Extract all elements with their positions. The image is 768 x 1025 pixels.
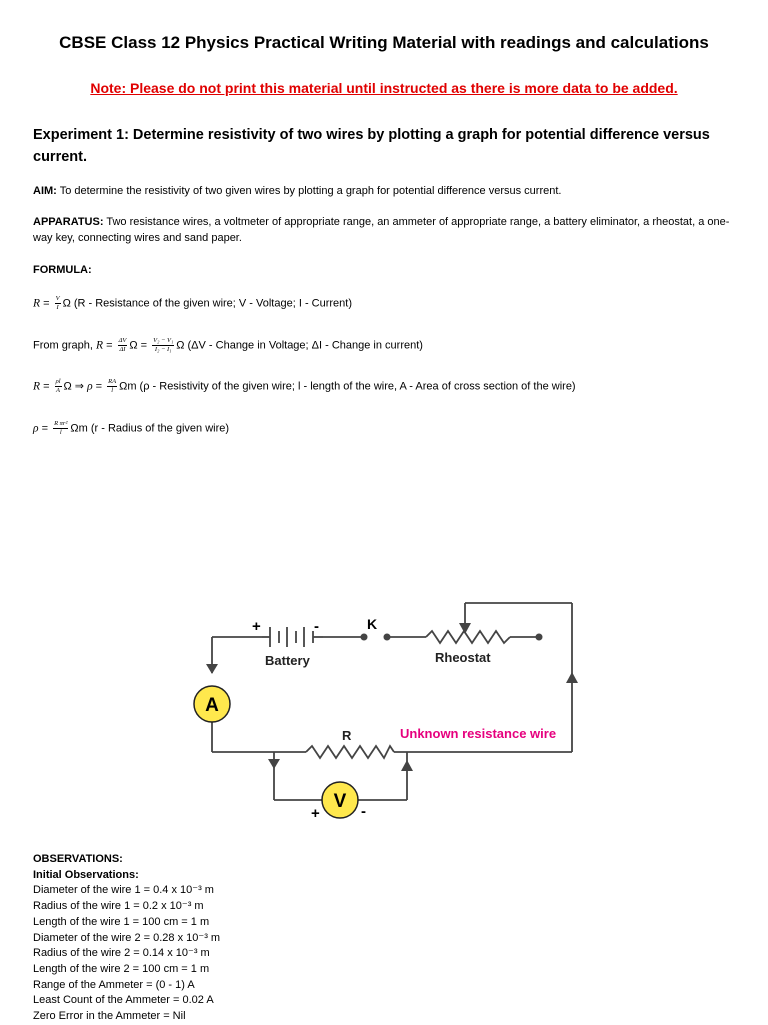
observation-item: Radius of the wire 2 = 0.14 x 10⁻³ m xyxy=(33,947,210,960)
fraction: $\frac{V}{I}$ xyxy=(55,295,60,311)
fraction: $\frac{\text{V₂ − V₁}}{\text{I₂ − I₁}}$ xyxy=(153,337,174,353)
observation-item: Range of the Ammeter = (0 - 1) A xyxy=(33,978,195,991)
observations-heading: OBSERVATIONS: xyxy=(33,853,123,865)
initial-observations-heading: Initial Observations: xyxy=(33,868,139,881)
circuit-wires xyxy=(212,603,572,800)
observation-item: Diameter of the wire 1 = 0.4 x 10⁻³ m xyxy=(33,884,214,897)
apparatus-text: Two resistance wires, a voltmeter of appropriate range, an ammeter of appropriate range, a battery eliminator, a rheostat, a one-way key, connecting wires and sand paper. xyxy=(33,216,730,244)
print-warning-note: Note: Please do not print this material until instructed as there is more data to be added. xyxy=(90,80,678,96)
ammeter-label: A xyxy=(205,695,219,716)
apparatus-label: APPARATUS: xyxy=(33,216,104,228)
rheostat-icon xyxy=(426,631,510,643)
key-label: K xyxy=(367,616,378,632)
fraction: $\frac{\text{R πr²}}{l}$ xyxy=(54,420,68,436)
observation-item: Length of the wire 2 = 100 cm = 1 m xyxy=(33,962,210,975)
formula-description: Ωm (r - Radius of the given wire) xyxy=(70,422,230,435)
fraction: $\frac{RA}{l}$ xyxy=(108,378,117,394)
formula-prefix: From graph, xyxy=(33,339,93,352)
observations-section xyxy=(33,852,433,1025)
apparatus-paragraph xyxy=(33,214,733,246)
fraction: $\frac{\rho l}{A}$ xyxy=(55,378,61,394)
fraction: $\frac{\Delta V}{\Delta I}$ xyxy=(118,337,127,353)
observation-item: Radius of the wire 1 = 0.2 x 10⁻³ m xyxy=(33,900,204,913)
key-terminal xyxy=(361,634,368,641)
experiment-heading: Experiment 1: Determine resistivity of two wires by plotting a graph for potential difference versus current. xyxy=(33,127,710,165)
formula-description: Ω (R - Resistance of the given wire; V - Voltage; I - Current) xyxy=(62,297,353,310)
observation-item: Diameter of the wire 2 = 0.28 x 10⁻³ m xyxy=(33,931,221,944)
formula-symbol: R xyxy=(33,297,41,310)
formula-resistivity-derivation: R = $\frac{\rho l}{A}$ Ω ⇒ ρ = $\frac{RA}{l}$ Ωm (ρ - Resistivity of the given wire; l - length of the wire, A - Area of cross section of the wire) xyxy=(33,378,576,394)
circuit-diagram xyxy=(0,590,768,830)
observation-item: Length of the wire 1 = 100 cm = 1 m xyxy=(33,915,210,928)
aim-label: AIM: xyxy=(33,185,57,197)
voltmeter-positive-sign: + xyxy=(311,805,320,822)
aim-paragraph xyxy=(33,183,733,199)
formula-graph-resistance: From graph, R = $\frac{\Delta V}{\Delta I}$ Ω = $\frac{\text{V₂ − V₁}}{\text{I₂ − I₁}}$ Ω (ΔV - Change in Voltage; ΔI - Change in current) xyxy=(33,337,423,353)
document-title: CBSE Class 12 Physics Practical Writing Material with readings and calculations xyxy=(59,33,709,52)
rheostat-terminal xyxy=(536,634,543,641)
formula-description: Ω (ΔV - Change in Voltage; ΔI - Change in current) xyxy=(176,339,423,352)
formula-description: Ωm (ρ - Resistivity of the given wire; l - length of the wire, A - Area of cross section of the wire) xyxy=(119,380,576,393)
formula-symbol: R xyxy=(95,339,104,352)
resistor-icon xyxy=(306,746,394,758)
battery-positive-sign: + xyxy=(252,618,261,635)
battery-negative-sign: - xyxy=(314,618,319,635)
unknown-wire-label: Unknown resistance wire xyxy=(400,726,557,741)
observation-item: Least Count of the Ammeter = 0.02 A xyxy=(33,994,214,1007)
formula-symbol: ρ xyxy=(33,422,39,435)
key-terminal xyxy=(384,634,391,641)
voltmeter-negative-sign: - xyxy=(361,803,366,820)
voltmeter-label: V xyxy=(333,791,347,812)
aim-text: To determine the resistivity of two given wires by plotting a graph for potential difference versus current. xyxy=(59,185,562,197)
formula-resistivity: ρ = $\frac{\text{R πr²}}{l}$ Ωm (r - Radius of the given wire) xyxy=(33,420,230,436)
formula-heading: FORMULA: xyxy=(33,264,92,276)
resistor-label: R xyxy=(342,728,352,743)
formula-symbol: R xyxy=(33,380,41,393)
rheostat-label: Rheostat xyxy=(435,650,491,665)
battery-label: Battery xyxy=(265,653,310,668)
observation-item: Zero Error in the Ammeter = Nil xyxy=(33,1010,186,1023)
formula-resistance: R = $\frac{V}{I}$ Ω (R - Resistance of the given wire; V - Voltage; I - Current) xyxy=(33,295,353,311)
